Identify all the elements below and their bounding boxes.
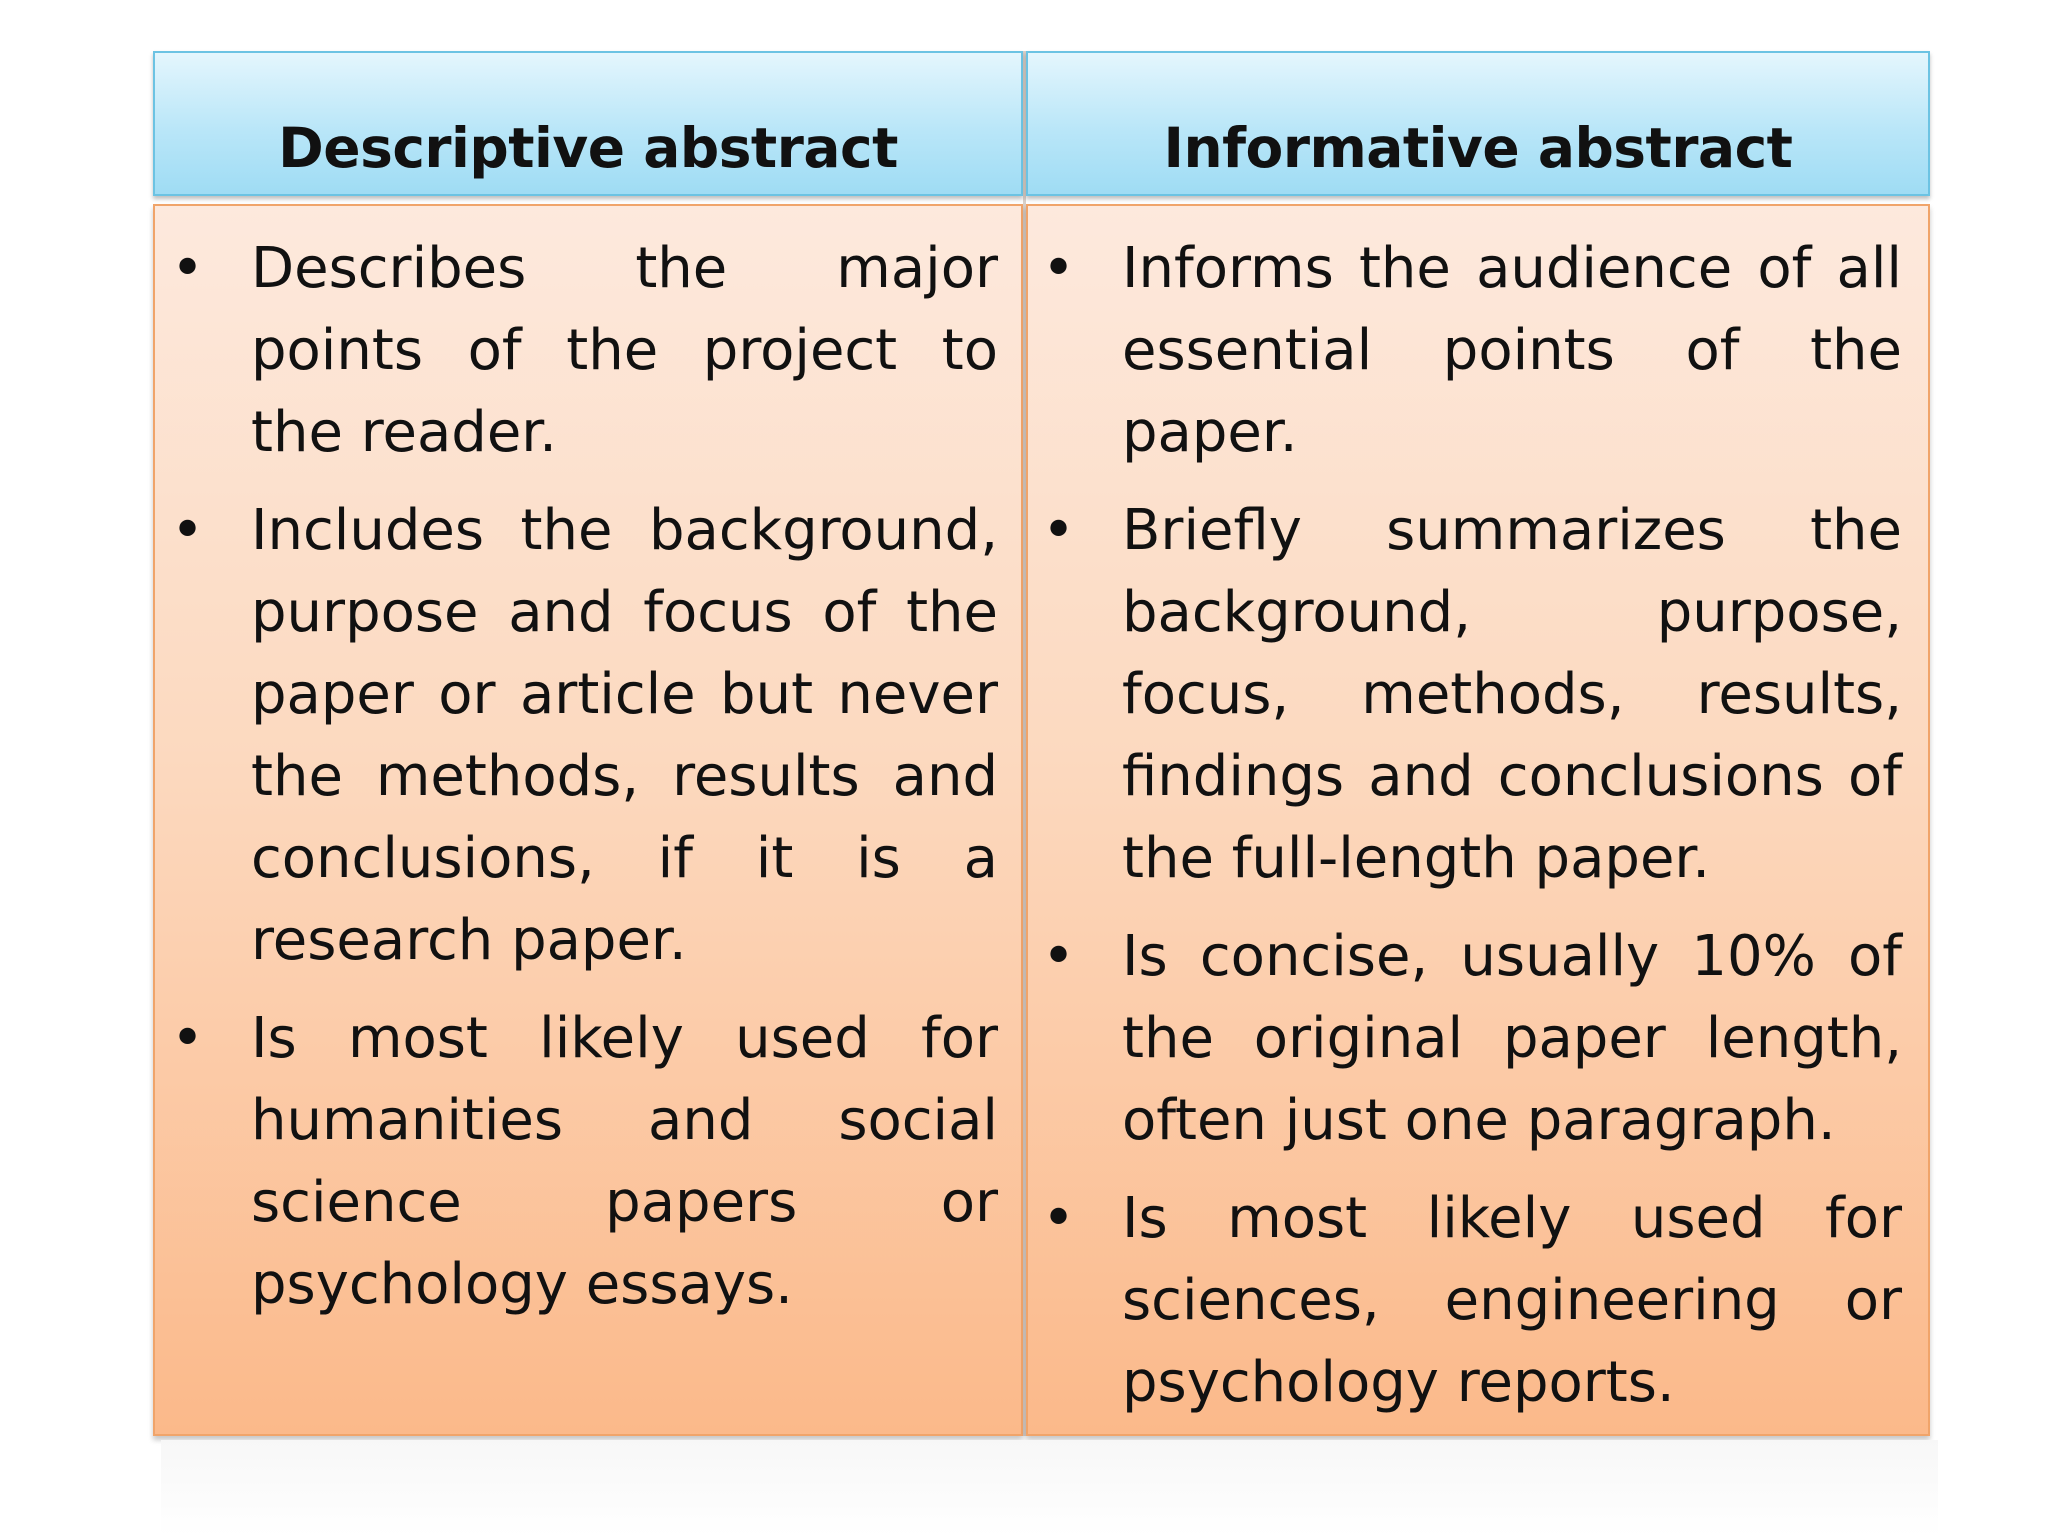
bullet-icon: • (1042, 1186, 1076, 1251)
informative-header (1026, 51, 1930, 196)
descriptive-header (153, 51, 1023, 196)
comparison-table (153, 51, 1930, 1436)
bullet-icon: • (171, 498, 205, 563)
bullet-text: Includes the background, purpose and focus of the paper or article but never the methods, results and conclusions, if it is a research paper. (251, 498, 998, 973)
bullet-icon: • (1042, 924, 1076, 989)
bullet-text: Informs the audience of all essential points of the paper. (1122, 236, 1902, 465)
descriptive-header-title: Descriptive abstract (278, 116, 898, 180)
bullet-item (171, 998, 998, 1326)
bullet-item (171, 490, 998, 982)
bullet-icon: • (1042, 498, 1076, 563)
bullet-item (1042, 1178, 1902, 1424)
bullet-item (171, 228, 998, 474)
bullet-text: Is concise, usually 10% of the original paper length, often just one paragraph. (1122, 924, 1902, 1153)
bullet-icon: • (1042, 236, 1076, 301)
bullet-icon: • (171, 1006, 205, 1071)
bullet-icon: • (171, 236, 205, 301)
bullet-item (1042, 228, 1902, 474)
descriptive-column (153, 51, 1023, 1436)
descriptive-bullet-list (171, 228, 1157, 1342)
slide-footer-strip (161, 1440, 1938, 1536)
informative-bullet-list (1042, 228, 1922, 1440)
bullet-item (1042, 916, 1902, 1162)
informative-header-title: Informative abstract (1163, 116, 1793, 180)
bullet-text: Is most likely used for sciences, engineering or psychology reports. (1122, 1186, 1902, 1415)
bullet-text: Briefly summarizes the background, purpose, focus, methods, results, findings and conclusions of the full-length paper. (1122, 498, 1902, 891)
informative-column (1026, 51, 1930, 1436)
bullet-item (1042, 490, 1902, 900)
bullet-text: Is most likely used for humanities and social science papers or psychology essays. (251, 1006, 998, 1317)
bullet-text: Describes the major points of the project to the reader. (251, 236, 998, 465)
